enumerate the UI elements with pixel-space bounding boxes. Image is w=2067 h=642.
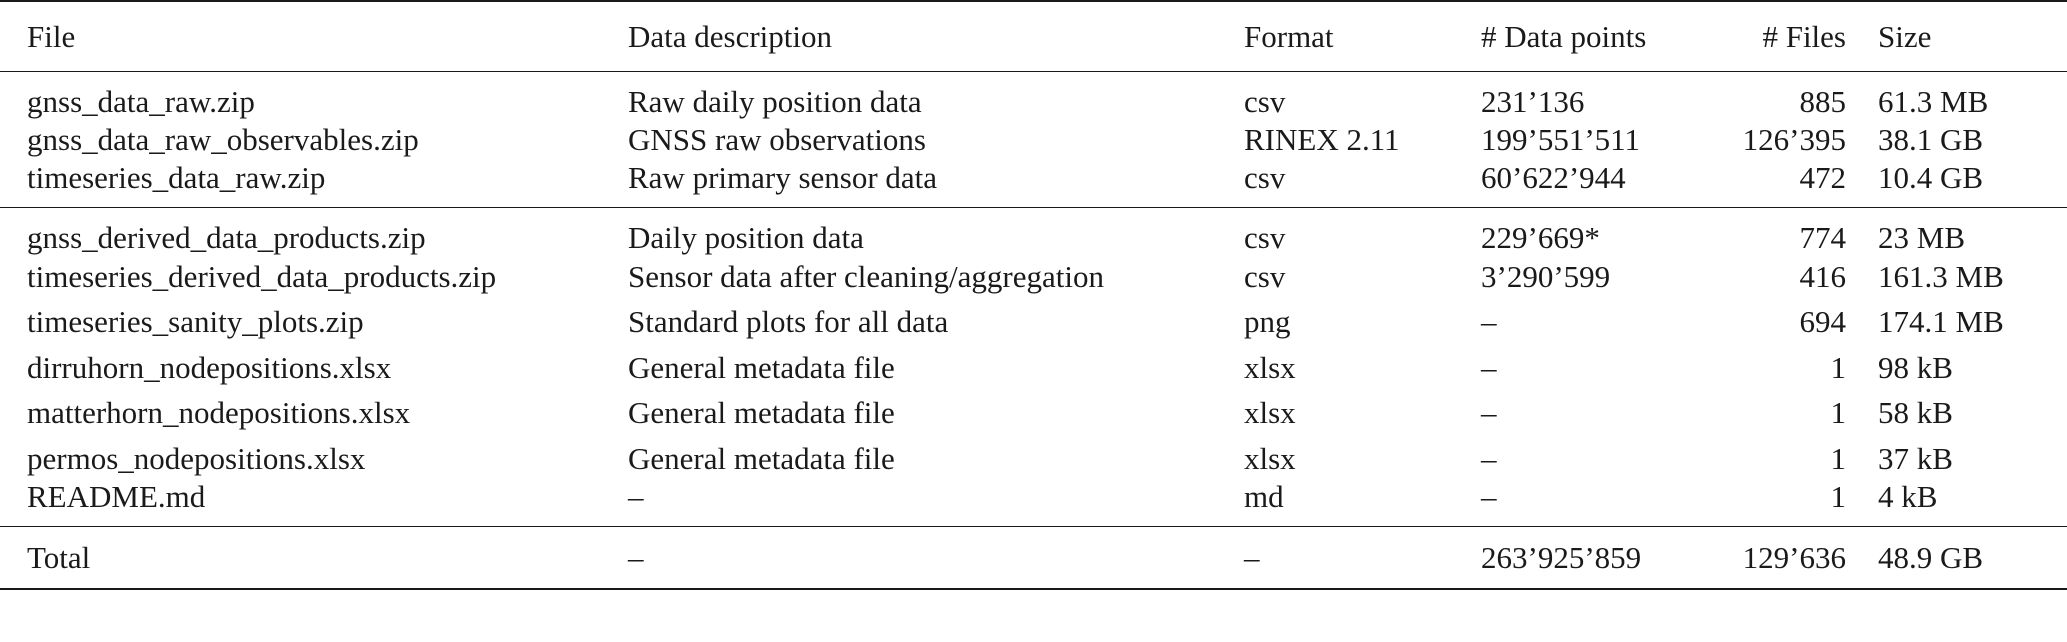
cell-size: 4 kB	[1878, 479, 1938, 515]
cell-description: GNSS raw observations	[628, 121, 926, 157]
cell-size: 161.3 MB	[1878, 258, 2004, 294]
cell-file: timeseries_derived_data_products.zip	[27, 258, 497, 294]
cell-description: Daily position data	[628, 220, 864, 256]
cell-description: General metadata file	[628, 395, 895, 431]
cell-format: md	[1244, 479, 1284, 515]
header-description: Data description	[628, 18, 833, 54]
cell-file: gnss_data_raw_observables.zip	[27, 121, 419, 157]
cell-description: –	[628, 479, 644, 515]
table-row	[0, 162, 2067, 208]
cell-format: csv	[1244, 160, 1286, 196]
cell-files: 774	[1799, 220, 1846, 256]
cell-size: 174.1 MB	[1878, 304, 2004, 340]
table-row	[0, 117, 2067, 163]
cell-file: permos_nodepositions.xlsx	[27, 441, 366, 477]
cell-data-points: 229’669*	[1481, 220, 1600, 256]
cell-format: xlsx	[1244, 349, 1296, 385]
table-row	[0, 345, 2067, 391]
header-row	[0, 1, 2067, 71]
cell-format: xlsx	[1244, 395, 1296, 431]
cell-description: Standard plots for all data	[628, 304, 949, 340]
cell-description: Raw daily position data	[628, 83, 922, 119]
total-files: 129’636	[1742, 540, 1846, 576]
table-row	[0, 253, 2067, 299]
table-row	[0, 71, 2067, 117]
cell-format: png	[1244, 304, 1291, 340]
header-size: Size	[1878, 18, 1932, 54]
cell-data-points: 231’136	[1481, 83, 1585, 119]
cell-files: 1	[1830, 479, 1846, 515]
cell-format: csv	[1244, 220, 1286, 256]
cell-description: Raw primary sensor data	[628, 160, 938, 196]
cell-data-points: 60’622’944	[1481, 160, 1626, 196]
table-row	[0, 299, 2067, 345]
cell-format: RINEX 2.11	[1244, 121, 1400, 157]
cell-files: 885	[1799, 83, 1846, 119]
cell-files: 1	[1830, 349, 1846, 385]
raw-data-group	[0, 71, 2067, 208]
table-row	[0, 208, 2067, 254]
cell-file: dirruhorn_nodepositions.xlsx	[27, 349, 392, 385]
header-format: Format	[1244, 18, 1334, 54]
cell-files: 472	[1799, 160, 1846, 196]
header-files: # Files	[1762, 18, 1846, 54]
table-row	[0, 481, 2067, 527]
cell-files: 1	[1830, 441, 1846, 477]
cell-description: General metadata file	[628, 441, 895, 477]
total-format: –	[1244, 540, 1260, 576]
cell-files: 126’395	[1742, 121, 1846, 157]
cell-files: 1	[1830, 395, 1846, 431]
cell-description: General metadata file	[628, 349, 895, 385]
cell-size: 23 MB	[1878, 220, 1965, 256]
total-description: –	[628, 540, 644, 576]
cell-data-points: –	[1481, 395, 1497, 431]
cell-data-points: –	[1481, 349, 1497, 385]
cell-size: 58 kB	[1878, 395, 1953, 431]
cell-size: 38.1 GB	[1878, 121, 1984, 157]
table-header	[0, 1, 2067, 71]
cell-data-points: –	[1481, 304, 1497, 340]
cell-description: Sensor data after cleaning/aggregation	[628, 258, 1104, 294]
cell-size: 98 kB	[1878, 349, 1953, 385]
cell-file: timeseries_sanity_plots.zip	[27, 304, 364, 340]
cell-file: README.md	[27, 479, 206, 515]
table-row	[0, 390, 2067, 436]
cell-file: timeseries_data_raw.zip	[27, 160, 326, 196]
table-row	[0, 436, 2067, 482]
cell-file: gnss_data_raw.zip	[27, 83, 255, 119]
total-data-points: 263’925’859	[1481, 540, 1642, 576]
cell-data-points: 199’551’511	[1481, 121, 1640, 157]
total-row	[0, 527, 2067, 589]
cell-data-points: 3’290’599	[1481, 258, 1611, 294]
cell-format: xlsx	[1244, 441, 1296, 477]
total-size: 48.9 GB	[1878, 540, 1984, 576]
cell-size: 61.3 MB	[1878, 83, 1989, 119]
cell-size: 10.4 GB	[1878, 160, 1984, 196]
cell-file: gnss_derived_data_products.zip	[27, 220, 426, 256]
total-label: Total	[27, 540, 91, 576]
table-footer	[0, 527, 2067, 589]
header-file: File	[27, 18, 76, 54]
cell-data-points: –	[1481, 479, 1497, 515]
cell-data-points: –	[1481, 441, 1497, 477]
cell-format: csv	[1244, 258, 1286, 294]
cell-size: 37 kB	[1878, 441, 1953, 477]
cell-files: 694	[1799, 304, 1846, 340]
cell-format: csv	[1244, 83, 1286, 119]
cell-file: matterhorn_nodepositions.xlsx	[27, 395, 411, 431]
header-data-points: # Data points	[1481, 18, 1647, 54]
cell-files: 416	[1799, 258, 1846, 294]
derived-data-group	[0, 208, 2067, 527]
